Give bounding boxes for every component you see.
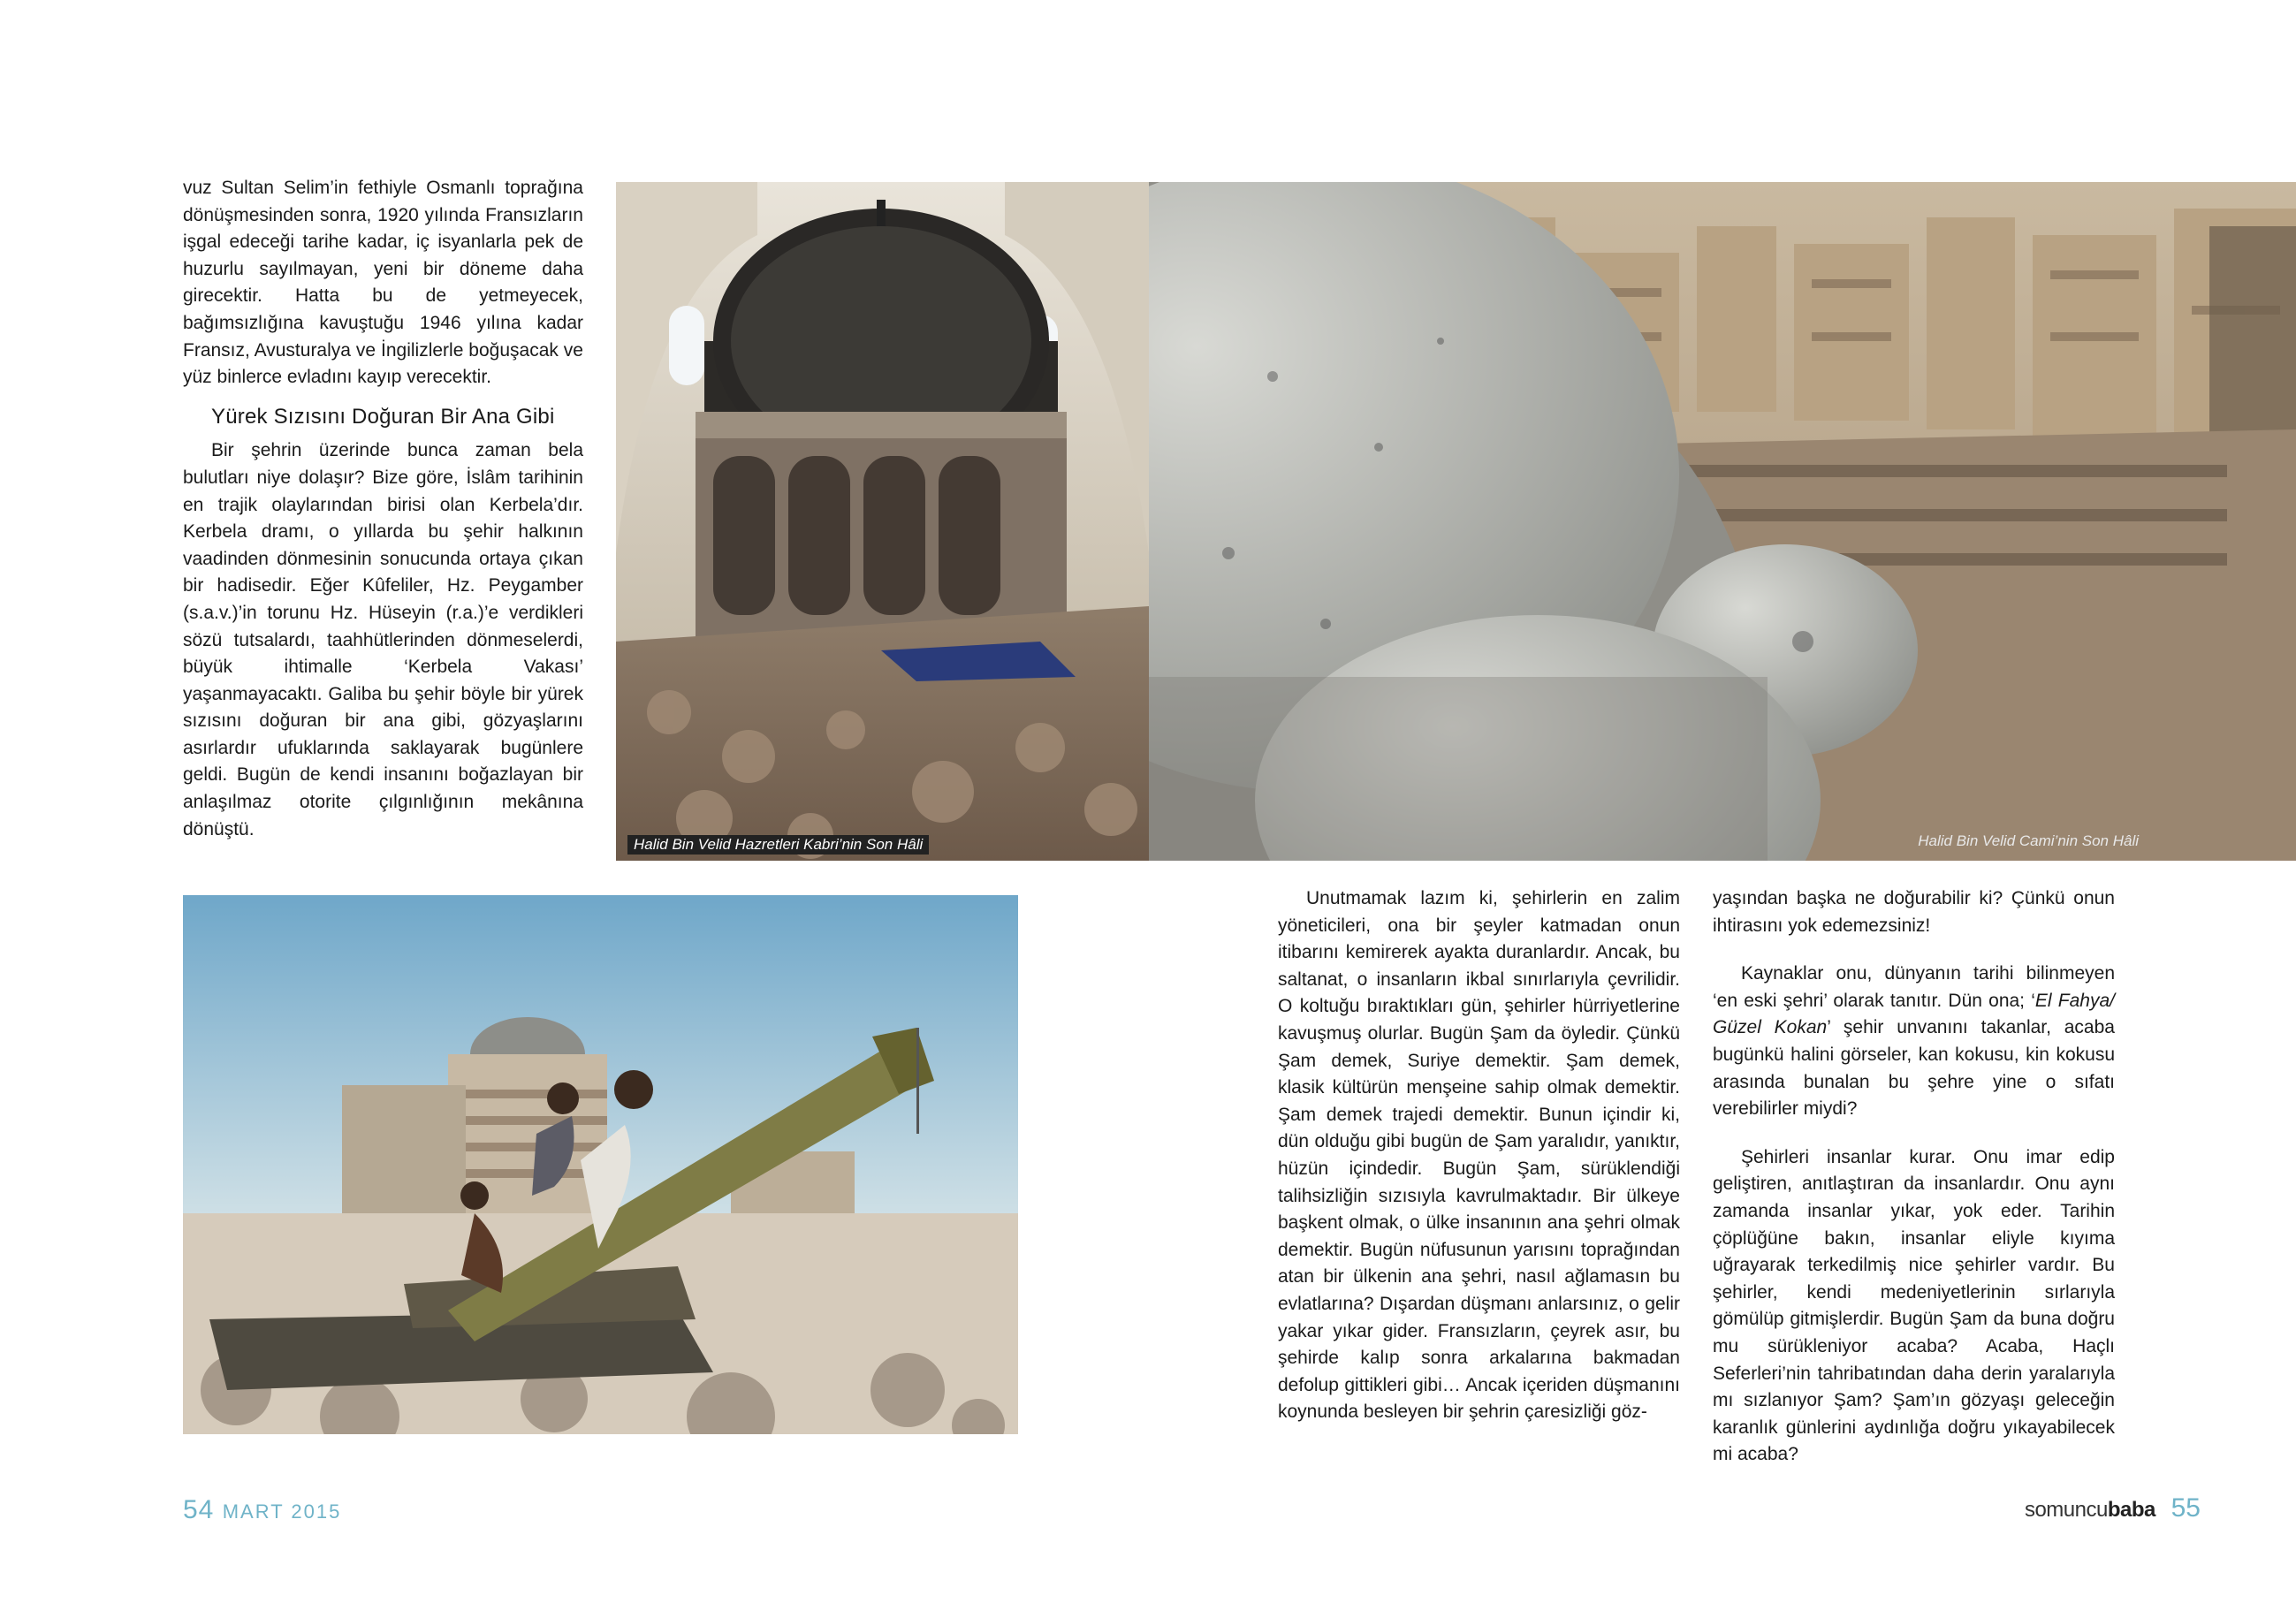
mosque-photo-caption: Halid Bin Velid Cami’nin Son Hâli [1918,832,2139,849]
right-page-folio [2025,1493,2201,1523]
magazine-logo: somuncubaba [2024,1498,2155,1522]
right-text-column [1713,885,2115,1469]
left-paragraph-2: Bir şehrin üzerinde bunca zaman bela bulutları niye dolaşır? Bize göre, İslâm tarihinin en trajik olaylarından birisi olan Kerbela’dır. Kerbela dramı, o yıllarda bu şehir halkının vaadinden dönmesinin sonucunda ortaya çıkan bir hadisedir. Eğer Kûfeliler, Hz. Peygamber (s.a.v.)’in torunu Hz. Hüseyin (r.a.)’e verdikleri sözü tutsalardı, taahhütlerinden dönmeselerdi, büyük ihtimalle ‘Kerbela Vakası’ yaşanmayacaktı. Galiba bu şehir böyle bir yürek sızısını doğuran bir ana gibi, gözyaşlarını asırlardır ufuklarında saklayarak bugünlere geldi. Bugün de kendi insanını boğazlayan bir anlaşılmaz otorite çılgınlığının mekânına dönüştü. [183,440,583,839]
right-paragraph-2: Kaynaklar onu, dünyanın tarihi bilinmeyen ‘en eski şehri’ olarak tanıtır. Dün ona; ‘El Fahya/ Güzel Kokan’ şehir unvanını takanlar, acaba bugünkü halini görseler, kan kokusu, kin kokusu arasında bunalan bu şehre yine o sıfatı verebilirler miydi? [1713,963,2115,1120]
tomb-interior-photo [616,182,1149,861]
section-heading: Yürek Sızısını Doğuran Bir Ana Gibi [211,404,555,429]
children-on-tank-photo [183,895,1018,1434]
right-paragraph-3: Şehirleri insanlar kurar. Onu imar edip geliştiren, anıtlaştıran da insanlardır. Onu aynı zamanda insanlar yıkar, yok eder. Tarihin çöplüğüne bakın, insanlar eliyle kıyıma uğrayarak terkedilmiş nice şehirler vardır. Bu şehirler, kendi medeniyetlerinin sırlarıyla gömülüp gitmişlerdir. Bugün Şam da buna doğru mu sürükleniyor acaba? Acaba, Haçlı Seferleri’nin tahribatından daha derin yaralarıyla mı sızlanıyor Şam? Şam’ın gözyaşı geleceğin karanlık günlerini aydınlığa doğru yıkayabilecek mi acaba? [1713,1146,2115,1465]
middle-text-column [1278,885,1680,1426]
tomb-photo-caption: Halid Bin Velid Hazretleri Kabri’nin Son Hâli [627,835,929,855]
right-page-number: 55 [2171,1493,2201,1523]
issue-month: MART 2015 [222,1500,342,1523]
left-paragraph-1: vuz Sultan Selim’in fethiyle Osmanlı toprağına dönüşmesinden sonra, 1920 yılında Fransızların işgal edeceği tarihe kadar, iç isyanlarla pek de huzurlu sayılmayan, yeni bir döneme daha girecektir. Hatta bu de yetmeyecek, bağımsızlığına kavuştuğu 1946 yılına kadar Fransız, Avusturalya ve İngilizlerle boğuşacak ve yüz binlerce evladını kayıp verecektir. [183,178,583,388]
el-fahya-quote: El Fahya/ Güzel Kokan [1713,990,2115,1038]
left-page-folio [183,1495,341,1525]
right-paragraph-1: yaşından başka ne doğurabilir ki? Çünkü onun ihtirasını yok edemezsiniz! [1713,888,2115,936]
ruined-mosque-photo [1149,182,2296,861]
middle-paragraph-1: Unutmamak lazım ki, şehirlerin en zalim yöneticileri, ona bir şeyler katmadan onun itibarını kemirerek ayakta duranlardır. Ancak, bu saltanat, o insanların ikbal sınırlarıyla çevrilidir. O koltuğu bıraktıkları gün, şehirler hürriyetlerine kavuşmuş olurlar. Bugün Şam da öyledir. Çünkü Şam demek, Suriye demektir. Şam demek, klasik kültürün menşeine sahip olmak demektir. Şam demek trajedi demektir. Bunun içindir ki, dün olduğu gibi bugün de Şam yaralıdır, yanıktır, hüzün içindedir. Bugün Şam, sürüklendiği talihsizliğin sızısıyla kavrulmaktadır. Bir ülkeye başkent olmak, o ülke insanının ana şehri olmak demektir. Bugün nüfusunun yarısını toprağından atan bir ülkenin ana şehri, nasıl ağlamasın bu evlatlarına? Dışardan düşmanı anlarsınız, o gelir yakar yıkar gider. Fransızların, çeyrek asır, bu şehirde kalıp sonra arkalarına bakmadan defolup gittikleri gibi… Ancak içeriden düşmanını koynunda besleyen bir şehrin çaresizliği göz- [1278,888,1680,1423]
left-page-number: 54 [183,1495,215,1524]
left-text-column [183,175,583,843]
